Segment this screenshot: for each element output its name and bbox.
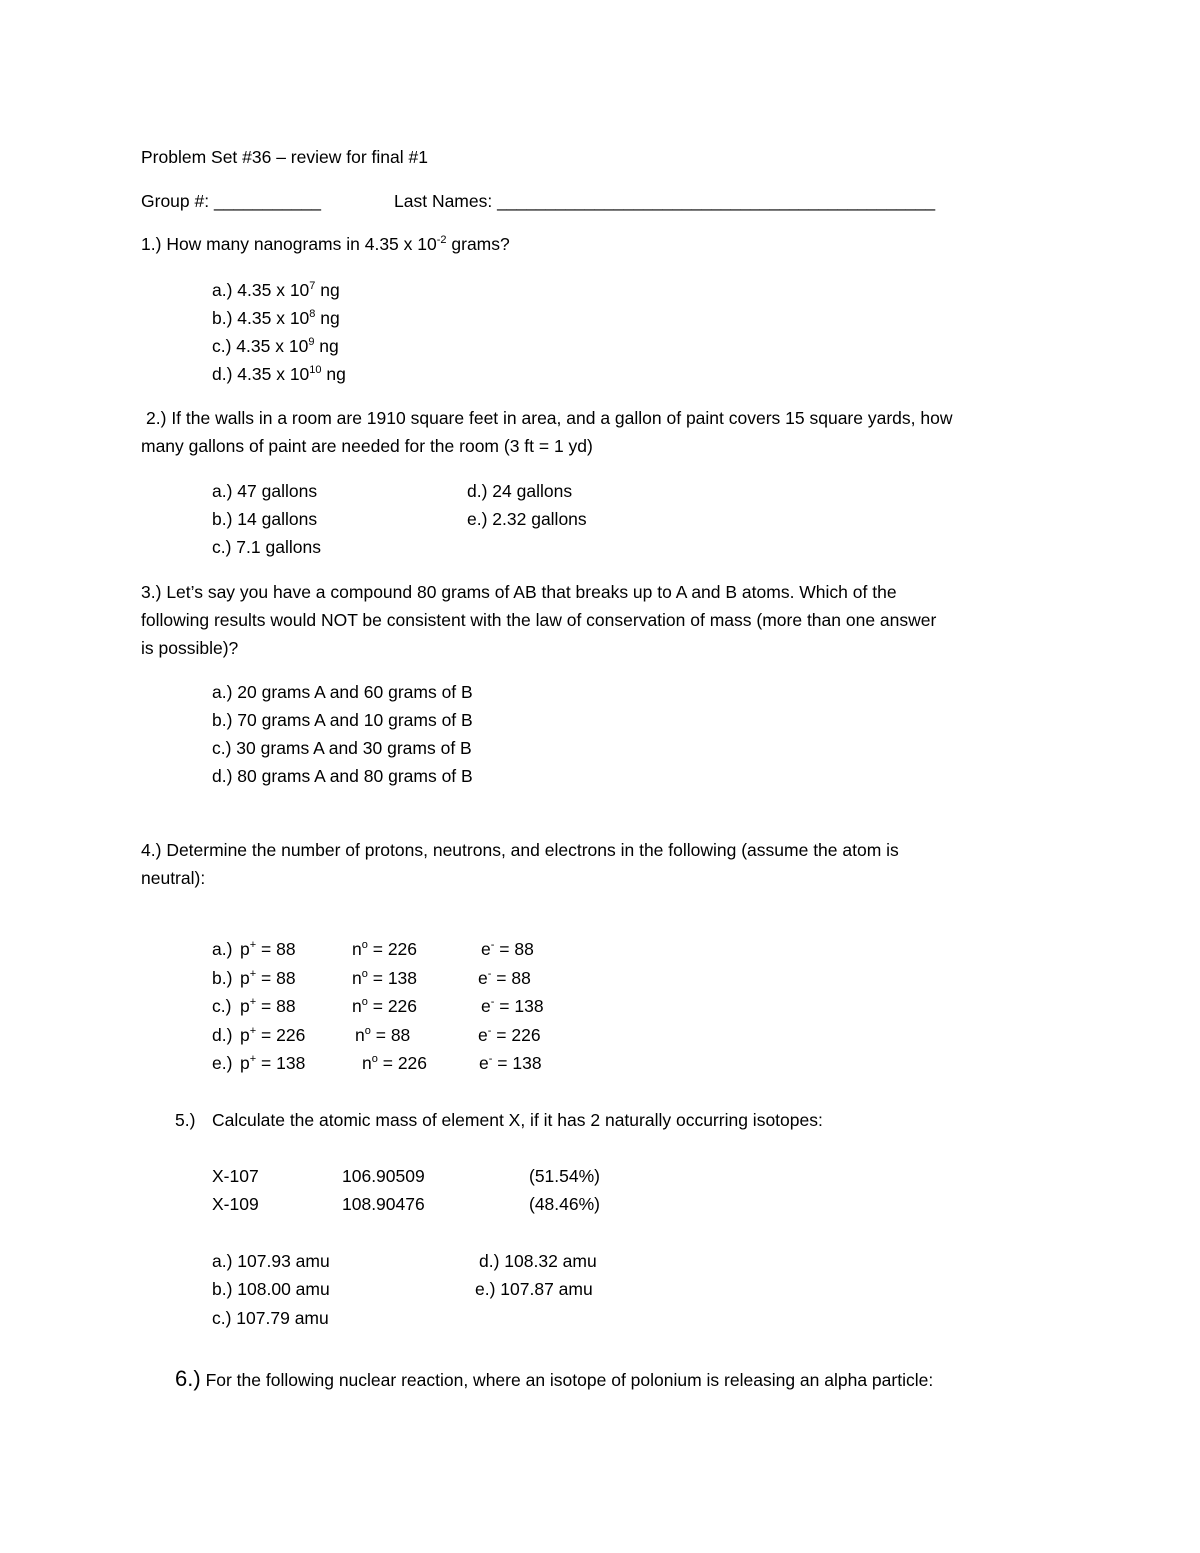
q5-option-e: e.) 107.87 amu <box>475 1279 593 1299</box>
neutron-count: $n^o = 226$ <box>362 1053 428 1073</box>
question-5: Calculate the atomic mass of element X, if it has 2 naturally occurring isotopes: <box>212 1110 823 1130</box>
electron-count: e- = 88 <box>478 968 531 988</box>
q3-option-c: c.) 30 grams A and 30 grams of B <box>212 738 472 758</box>
q5-option-a: a.) 107.93 amu <box>212 1251 330 1271</box>
question-text: For the following nuclear reaction, where an isotope of polonium is releasing an alpha particle: <box>205 1370 934 1390</box>
option-unit: ng <box>315 280 340 300</box>
q3-option-d: d.) 80 grams A and 80 grams of B <box>212 766 473 786</box>
q3-option-b: b.) 70 grams A and 10 grams of B <box>212 710 473 730</box>
exponent: 8 <box>309 308 316 320</box>
electron-count: e- = 88 <box>481 939 534 959</box>
option-letter: b.) <box>212 968 233 988</box>
option-letter: e.) <box>212 1053 233 1073</box>
page-title: Problem Set #36 – review for final #1 <box>141 147 428 167</box>
proton-count: p+ = 88 <box>240 996 296 1016</box>
neutron-count: $n^o = 138$ <box>352 968 418 988</box>
exponent: 9 <box>308 336 315 348</box>
question-number: 3.) <box>141 582 162 602</box>
question-6 <box>175 1368 933 1391</box>
group-number-field: Group #: ___________ <box>141 191 322 211</box>
q2-option-c: c.) 7.1 gallons <box>212 537 321 557</box>
question-1 <box>141 233 510 255</box>
q3-option-a: a.) 20 grams A and 60 grams of B <box>212 682 473 702</box>
question-number: 1.) <box>141 234 162 254</box>
exponent: 10 <box>309 364 322 376</box>
exponent: 7 <box>309 280 316 292</box>
question-3-line-2: following results would NOT be consistent with the law of conservation of mass (more than one answer <box>141 610 937 630</box>
option-letter: d.) <box>212 1025 233 1045</box>
q5-option-d: d.) 108.32 amu <box>479 1251 597 1271</box>
question-number: 4.) <box>141 840 162 860</box>
q2-option-b: b.) 14 gallons <box>212 509 318 529</box>
neutron-count: $n^o = 226$ <box>352 996 418 1016</box>
question-text: How many nanograms in 4.35 x 10 <box>166 234 437 254</box>
exponent: -2 <box>436 234 447 246</box>
question-text: Let’s say you have a compound 80 grams of AB that breaks up to A and B atoms. Which of the <box>166 582 897 602</box>
q1-option-a <box>212 279 340 301</box>
q5-option-b: b.) 108.00 amu <box>212 1279 330 1299</box>
isotope-name: X-107 <box>212 1166 259 1186</box>
isotope-abundance: (51.54%) <box>529 1166 601 1186</box>
question-5-number: 5.) <box>175 1110 196 1130</box>
neutron-count: $n^o = 88$ <box>355 1025 411 1045</box>
option-label: d.) 4.35 x 10 <box>212 364 310 384</box>
isotope-mass: 108.90476 <box>342 1194 425 1214</box>
option-letter: a.) <box>212 939 233 959</box>
q1-option-c <box>212 335 339 357</box>
electron-count: e- = 226 <box>478 1025 541 1045</box>
proton-count: p+ = 88 <box>240 968 296 988</box>
question-number: 6.) <box>175 1366 201 1391</box>
question-3 <box>141 581 897 603</box>
question-text: If the walls in a room are 1910 square feet in area, and a gallon of paint covers 15 square yards, how <box>171 408 953 428</box>
question-number: 2.) <box>146 408 167 428</box>
last-names-field: Last Names: _____________________________________________ <box>394 191 936 211</box>
question-2 <box>146 407 952 429</box>
q2-option-d: d.) 24 gallons <box>467 481 573 501</box>
question-3-line-3: is possible)? <box>141 638 239 658</box>
option-unit: ng <box>314 336 339 356</box>
question-4 <box>141 839 899 861</box>
question-2-line-2: many gallons of paint are needed for the room (3 ft = 1 yd) <box>141 436 593 456</box>
option-label: b.) 4.35 x 10 <box>212 308 310 328</box>
proton-count: p+ = 138 <box>240 1053 306 1073</box>
option-label: c.) 4.35 x 10 <box>212 336 309 356</box>
proton-count: p+ = 88 <box>240 939 296 959</box>
q1-option-d <box>212 363 346 385</box>
q5-option-c: c.) 107.79 amu <box>212 1308 329 1328</box>
electron-count: e- = 138 <box>479 1053 542 1073</box>
isotope-abundance: (48.46%) <box>529 1194 601 1214</box>
question-text: Determine the number of protons, neutrons, and electrons in the following (assume the atom is <box>166 840 899 860</box>
option-unit: ng <box>321 364 346 384</box>
electron-count: e- = 138 <box>481 996 544 1016</box>
q2-option-e: e.) 2.32 gallons <box>467 509 587 529</box>
option-letter: c.) <box>212 996 232 1016</box>
proton-count: p+ = 226 <box>240 1025 306 1045</box>
isotope-name: X-109 <box>212 1194 259 1214</box>
isotope-mass: 106.90509 <box>342 1166 425 1186</box>
option-label: a.) 4.35 x 10 <box>212 280 310 300</box>
question-text: grams? <box>446 234 510 254</box>
question-4-line-2: neutral): <box>141 868 206 888</box>
q2-option-a: a.) 47 gallons <box>212 481 318 501</box>
neutron-count: $n^o = 226$ <box>352 939 418 959</box>
option-unit: ng <box>315 308 340 328</box>
q1-option-b <box>212 307 340 329</box>
